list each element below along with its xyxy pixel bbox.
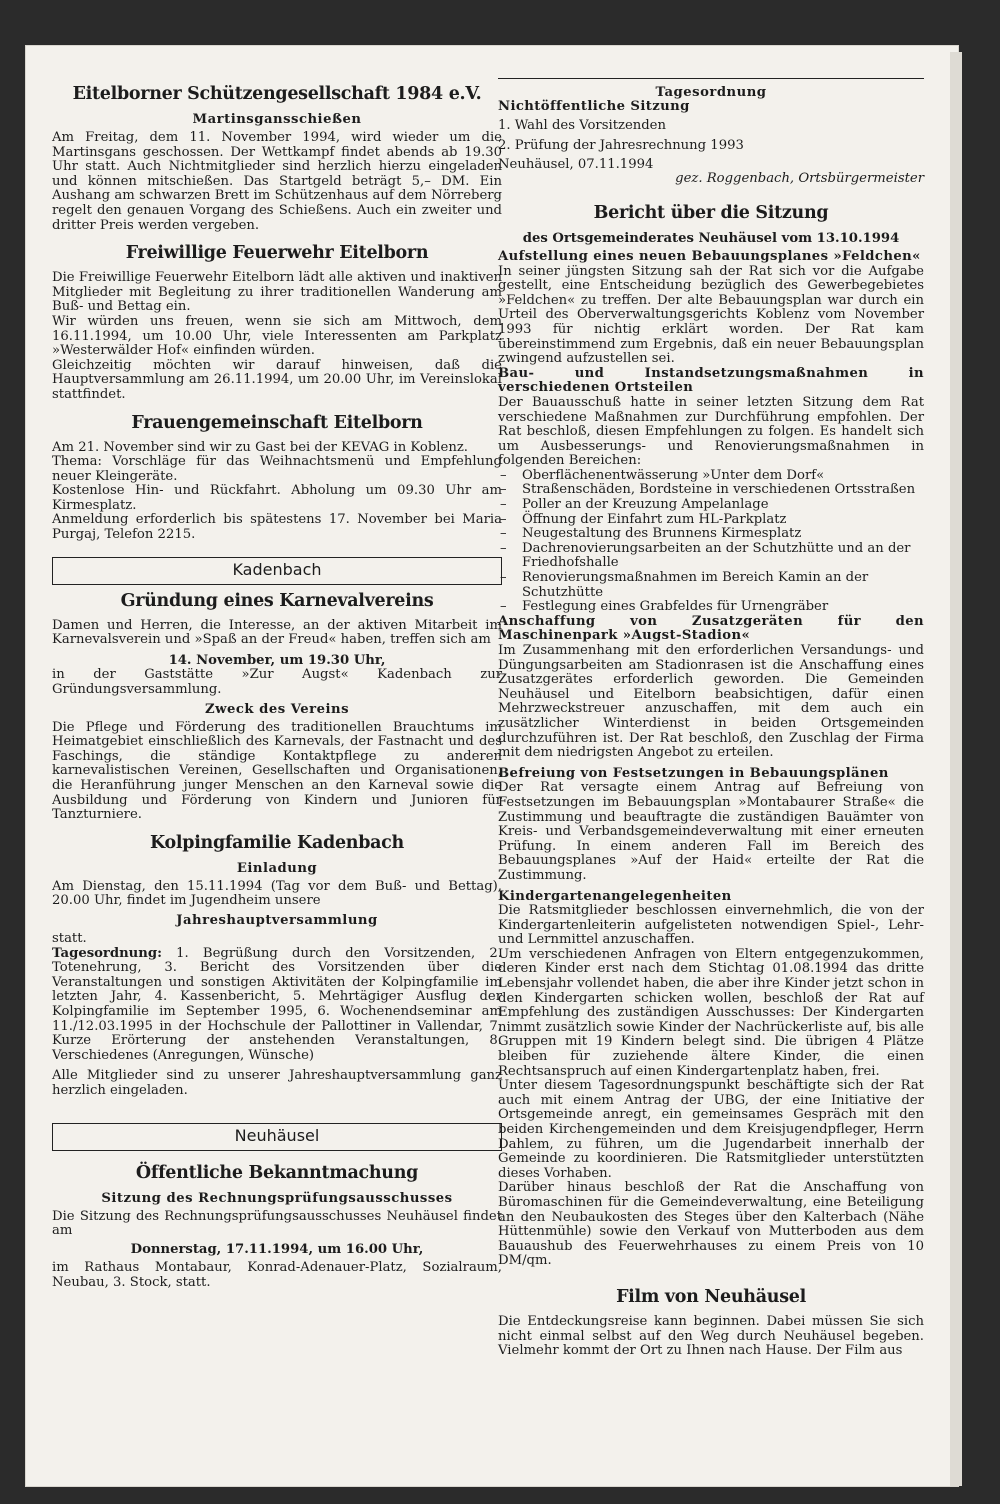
tagesordnung-sub: Nichtöffentliche Sitzung	[498, 99, 690, 114]
karneval-date: 14. November, um 19.30 Uhr,	[168, 652, 386, 668]
bericht-p1: In seiner jüngsten Sitzung sah der Rat sich vor die Aufgabe gestellt, eine Entscheidung bezüglich des Gewerbegebietes »Feldchen« zu treffen. Der alte Bebauungsplan war durch ein Urteil des Oberverwaltungsgerichts Koblenz vom November 1993 für nichtig erklärt worden. Der Rat kam übereinstimmend zum Ergebnis, daß ein neuer Bebauungsplan zwingend aufzustellen sei.	[498, 263, 924, 367]
karneval-title: Gründung eines Karnevalvereins	[120, 590, 434, 611]
tagesordnung-item-2: 2. Prüfung der Jahresrechnung 1993	[498, 138, 744, 154]
bekanntmachung-title: Öffentliche Bekanntmachung	[135, 1162, 419, 1183]
list-item: – Öffnung der Einfahrt zum HL-Parkplatz	[498, 513, 924, 528]
bericht-p4: Der Rat versagte einem Antrag auf Befreiung von Festsetzungen im Bebauungsplan »Montabaurer Straße« die Zustimmung und beauftragte die zuständigen Bauämter von Kreis- und Verbandsgemeindeverwaltung mit einer erneuten Prüfung. In einem anderen Fall im Bereich des Bebauungsplanes »Auf der Haid« erteilte der Rat die Zustimmung.	[498, 780, 924, 883]
section-box-neuhaeusel: Neuhäusel	[52, 1123, 502, 1151]
frauen-p3: Kostenlose Hin- und Rückfahrt. Abholung um 09.30 Uhr am Kirmesplatz.	[52, 483, 502, 513]
tagesordnung-signature: gez. Roggenbach, Ortsbürgermeister	[675, 171, 924, 187]
bericht-title: Bericht über die Sitzung	[593, 202, 829, 223]
karneval-sub: Zweck des Vereins	[204, 701, 350, 717]
bericht-p3: Im Zusammenhang mit den erforderlichen Versandungs- und Düngungsarbeiten am Stadionrasen ist die Anschaffung eines Zusatzgerätes erforderlich geworden. Die Gemeinden Neuhäusel und Eitelborn beabsichtigen, dafür einen Mehrzweckstreuer anzuschaffen, mit dem auch ein zusätzlicher Winterdienst in beiden Ortsgemeinden durchzuführen ist. Der Rat beschloß, den Zuschlag der Firma mit dem niedrigsten Angebot zu erteilen.	[498, 643, 924, 761]
list-item: – Dachrenovierungsarbeiten an der Schutzhütte und an der Friedhofshalle	[498, 542, 924, 571]
bekanntmachung-date: Donnerstag, 17.11.1994, um 16.00 Uhr,	[130, 1241, 424, 1257]
kolping-p2: statt.	[52, 930, 87, 946]
bericht-p6: Um verschiedenen Anfragen von Eltern entgegenzukommen, deren Kinder erst nach dem Stichtag 01.08.1994 das dritte Lebensjahr vollendet haben, die aber ihre Kinder jetzt schon in den Kindergarten schicken wollen, beschloß der Rat auf Empfehlung des zuständigen Ausschusses: Der Kindergarten nimmt zusätzlich sowie Kinder der Nachrückerliste auf, bis alle Gruppen mit 19 Kindern belegt sind. Die übrigen 4 Plätze bleiben für zuziehende ältere Kinder, die einen Rechtsanspruch auf einen Kindergartenplatz haben, frei.	[498, 946, 924, 1079]
bericht-p7: Unter diesem Tagesordnungspunkt beschäftigte sich der Rat auch mit einem Antrag der UBG, der eine Initiative der Ortsgemeinde anregt, ein gemeinsames Gespräch mit den beiden Kirchengemeinden und dem Kreisjugendpfleger, Herrn Dahlem, zu führen, um die Jugendarbeit innerhalb der Gemeinde zu koordinieren. Die Ratsmitglieder unterstützten dieses Vorhaben.	[498, 1078, 924, 1181]
right-column	[498, 78, 924, 1359]
list-item: – Neugestaltung des Brunnens Kirmesplatz	[498, 527, 924, 542]
feuerwehr-p1: Die Freiwillige Feuerwehr Eitelborn lädt alle aktiven und inaktiven Mitglieder mit Begleitung zu ihrer traditionellen Wanderung am Buß- und Bettag ein.	[52, 270, 502, 315]
karneval-p2: in der Gaststätte »Zur Augst« Kadenbach zur Gründungsversammlung.	[52, 667, 502, 698]
frauen-p1: Am 21. November sind wir zu Gast bei der KEVAG in Koblenz.	[52, 439, 468, 455]
kolping-agenda-label: Tagesordnung:	[52, 945, 162, 961]
list-item: – Poller an der Kreuzung Ampelanlage	[498, 498, 924, 513]
bericht-h4: Befreiung von Festsetzungen in Bebauungsplänen	[498, 765, 889, 781]
karneval-p3: Die Pflege und Förderung des traditionellen Brauchtums im Heimatgebiet einschließlich des Karnevals, der Fastnacht und des Faschings, die ständige Kontaktpflege zu anderen karnevalistischen Vereinen, Gesellschaften und Organisationen, die Heranführung junger Menschen an den Karneval sowie die Ausbildung und Förderung von Kindern und Junioren für Tanzturniere.	[52, 719, 502, 823]
list-item: – Festlegung eines Grabfeldes für Urnengräber	[498, 600, 924, 615]
feuerwehr-p3: Gleichzeitig möchten wir darauf hinweisen, daß die Hauptversammlung am 26.11.1994, um 20.00 Uhr, im Vereinslokal stattfindet.	[52, 357, 502, 402]
kolping-p3: Alle Mitglieder sind zu unserer Jahreshauptversammlung ganz herzlich eingeladen.	[52, 1068, 502, 1098]
list-item: – Straßenschäden, Bordsteine in verschiedenen Ortsstraßen	[498, 483, 924, 498]
bericht-p8: Darüber hinaus beschloß der Rat die Anschaffung von Büromaschinen für die Gemeindeverwaltung, eine Beteiligung an den Neubaukosten des Steges über den Kalterbach (Nähe Hüttenmühle) sowie den Verkauf von Mutterboden aus dem Bauaushub des Feuerwehrhauses zu einem Preis von 10 DM/qm.	[498, 1180, 924, 1269]
list-item: – Oberflächenentwässerung »Unter dem Dorf«	[498, 469, 924, 484]
bericht-p2: Der Bauausschuß hatte in seiner letzten Sitzung dem Rat verschiedene Maßnahmen zur Durchführung empfohlen. Der Rat beschloß, diesen Empfehlungen zu folgen. Es handelt sich um Ausbesserungs- und Renovierungsmaßnahmen in folgenden Bereichen:	[498, 394, 924, 469]
feuerwehr-title: Freiwillige Feuerwehr Eitelborn	[125, 243, 429, 264]
tagesordnung-place-date: Neuhäusel, 07.11.1994	[498, 156, 654, 172]
film-title: Film von Neuhäusel	[616, 1286, 806, 1307]
section-box-kadenbach: Kadenbach	[52, 557, 502, 585]
kolping-title: Kolpingfamilie Kadenbach	[150, 832, 404, 853]
karneval-p1: Damen und Herren, die Interesse, an der aktiven Mitarbeit im Karnevalsverein und »Spaß an der Freud« haben, treffen sich am	[52, 617, 502, 648]
frauen-p4: Anmeldung erforderlich bis spätestens 17. November bei Maria Purgaj, Telefon 2215.	[52, 512, 502, 543]
feuerwehr-p2: Wir würden uns freuen, wenn sie sich am Mittwoch, dem 16.11.1994, um 10.00 Uhr, viele Interessenten am Parkplatz »Westerwälder Hof« einfinden würden.	[52, 313, 502, 359]
tagesordnung-title: Tagesordnung	[655, 85, 767, 100]
bekanntmachung-sub: Sitzung des Rechnungsprüfungsausschusses	[101, 1190, 453, 1206]
frauen-p2: Thema: Vorschläge für das Weihnachtsmenü und Empfehlung neuer Kleingeräte.	[52, 454, 502, 484]
bekanntmachung-p1: Die Sitzung des Rechnungsprüfungsausschusses Neuhäusel findet am	[52, 1208, 502, 1239]
bericht-h2: Bau- und Instandsetzungsmaßnahmen in verschiedenen Ortsteilen	[498, 365, 924, 396]
measures-list	[498, 469, 924, 615]
bekanntmachung-p2: im Rathaus Montabaur, Konrad-Adenauer-Platz, Sozialraum, Neubau, 3. Stock, statt.	[52, 1260, 502, 1290]
top-rule	[498, 78, 924, 79]
kolping-sub1: Einladung	[236, 860, 318, 876]
bericht-h5: Kindergartenangelegenheiten	[498, 888, 732, 904]
bericht-p5: Die Ratsmitglieder beschlossen einvernehmlich, die von der Kindergartenleiterin aufgelisteten notwendigen Spiel-, Lehr- und Lernmittel anzuschaffen.	[498, 903, 924, 948]
tagesordnung-item-1: 1. Wahl des Vorsitzenden	[498, 117, 666, 133]
schuetzen-title: Eitelborner Schützengesellschaft 1984 e.V.	[72, 84, 482, 104]
film-p1: Die Entdeckungsreise kann beginnen. Dabei müssen Sie sich nicht einmal selbst auf den Weg durch Neuhäusel begeben. Vielmehr kommt der Ort zu Ihnen nach Hause. Der Film aus	[498, 1313, 924, 1359]
left-column	[52, 78, 502, 1290]
kolping-agenda-text: 1. Begrüßung durch den Vorsitzenden, 2. Totenehrung, 3. Bericht des Vorsitzenden über die Veranstaltungen und sonstigen Aktivitäten der Kolpingfamilie im letzten Jahr, 4. Kassenbericht, 5. Mehrtägiger Ausflug der Kolpingfamilie im September 1995, 6. Wochenendseminar am 11./12.03.1995 in der Hochschule der Pallottiner in Vallendar, 7. Kurze Erörterung der anstehenden Veranstaltungen, 8. Verschiedenes (Anregungen, Wünsche)	[52, 945, 502, 1063]
newspaper-page	[26, 46, 958, 1486]
schuetzen-subtitle: Martinsgansschießen	[192, 112, 362, 127]
bericht-h1: Aufstellung eines neuen Bebauungsplanes »Feldchen«	[498, 248, 921, 264]
kolping-agenda	[52, 947, 502, 1064]
bericht-h3: Anschaffung von Zusatzgeräten für den Maschinenpark »Augst-Stadion«	[498, 613, 924, 644]
kolping-sub2: Jahreshauptversammlung	[176, 912, 378, 928]
schuetzen-body: Am Freitag, dem 11. November 1994, wird wieder um die Martinsgans geschossen. Der Wettkampf findet abends ab 19.30 Uhr statt. Auch Nichtmitglieder sind herzlich hierzu eingeladen und können mitschießen. Das Startgeld beträgt 5,– DM. Ein Aushang am schwarzen Brett im Schützenhaus auf dem Nörreberg regelt den genauen Vorgang des Schießens. Auch ein zweiter und dritter Preis werden vergeben.	[52, 130, 502, 233]
bericht-sub: des Ortsgemeinderates Neuhäusel vom 13.10.1994	[522, 230, 900, 246]
frauen-title: Frauengemeinschaft Eitelborn	[131, 412, 423, 433]
kolping-p1: Am Dienstag, den 15.11.1994 (Tag vor dem Buß- und Bettag), 20.00 Uhr, findet im Jugendheim unsere	[52, 878, 502, 909]
page-edge	[950, 52, 962, 1486]
list-item: – Renovierungsmaßnahmen im Bereich Kamin an der Schutzhütte	[498, 571, 924, 600]
